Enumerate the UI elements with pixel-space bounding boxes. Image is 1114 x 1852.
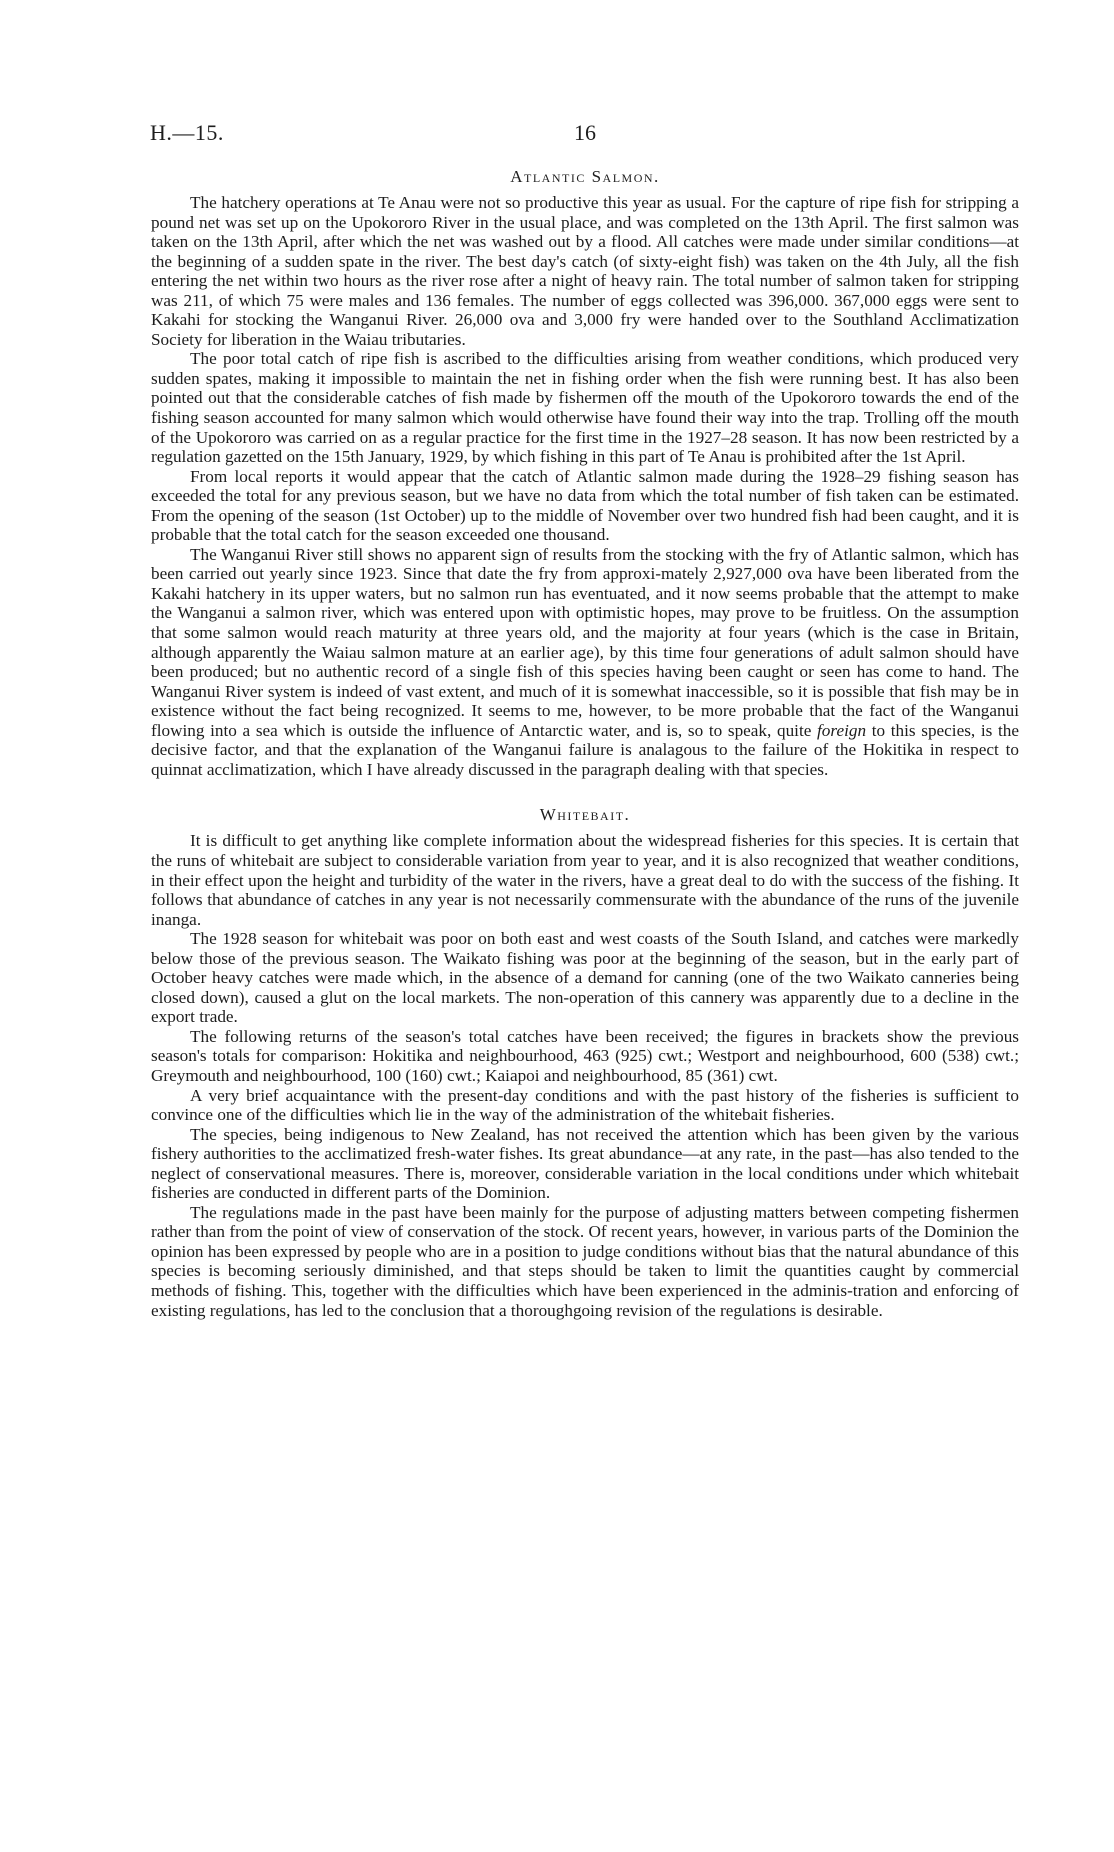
paragraph: The species, being indigenous to New Zealand, has not received the attention which has been given by the various fishery authorities to the acclimatized fresh-water fishes. Its great abundance—at any rate, in the past—has also tended to the neglect of conservational measures. There is, moreover, considerable variation in the local conditions under which whitebait fisheries are conducted in different parts of the Dominion. [151,1124,1019,1203]
paragraph: The hatchery operations at Te Anau were not so productive this year as usual. For the capture of ripe fish for stripping a pound net was set up on the Upokororo River in the usual place, and was completed on the 13th April. The first salmon was taken on the 13th April, after which the net was washed out by a flood. All catches were made under similar conditions—at the beginning of a sudden spate in the river. The best day's catch (of sixty-eight fish) was taken on the 4th July, all the fish entering the net within two hours as the river rose after a night of heavy rain. The total number of salmon taken for stripping was 211, of which 75 were males and 136 females. The number of eggs collected was 396,000. 367,000 eggs were sent to Kakahi for stocking the Wanganui River. 26,000 ova and 3,000 fry were handed over to the Southland Acclimatization Society for liberation in the Waiau tributaries. [151,193,1019,349]
emphasis-text: foreign [817,720,867,740]
paragraph: It is difficult to get anything like complete information about the widespread fisheries for this species. It is certain that the runs of whitebait are subject to considerable variation from year to year, and it is also recognized that weather conditions, in their effect upon the height and turbidity of the water in the rivers, have a great deal to do with the success of the fishing. It follows that abundance of catches in any year is not necessarily commensurate with the abundance of the runs of the juvenile inanga. [151,831,1019,929]
paragraph: The 1928 season for whitebait was poor on both east and west coasts of the South Island, and catches were markedly below those of the previous season. The Waikato fishing was poor at the beginning of the season, but in the early part of October heavy catches were made which, in the absence of a demand for canning (one of the two Waikato canneries being closed down), caused a glut on the local markets. The non-operation of this cannery was apparently due to a decline in the export trade. [151,929,1019,1027]
page-header [150,120,1020,150]
document-reference: H.—15. [150,120,224,145]
paragraph: A very brief acquaintance with the present-day conditions and with the past history of the fisheries is sufficient to convince one of the difficulties which lie in the way of the administration of the whitebait fisheries. [151,1085,1019,1125]
page-number: 16 [574,120,596,145]
paragraph-text: to this species, is the decisive factor, and that the explanation of the Wanganui failure is analagous to the failure of the Hokitika in respect to quinnat acclimatization, which I have already discussed in the paragraph dealing with that species. [151,720,1019,779]
paragraph: The following returns of the season's total catches have been received; the figures in brackets show the previous season's totals for comparison: Hokitika and neighbourhood, 463 (925) cwt.; Westport and neighbourhood, 600 (538) cwt.; Greymouth and neighbourhood, 100 (160) cwt.; Kaiapoi and neighbourhood, 85 (361) cwt. [151,1026,1019,1085]
paragraph [151,545,1019,780]
section-heading-atlantic-salmon: Atlantic Salmon. [510,167,660,186]
paragraph: The regulations made in the past have been mainly for the purpose of adjusting matters between competing fishermen rather than from the point of view of conservation of the stock. Of recent years, however, in various parts of the Dominion the opinion has been expressed by people who are in a position to judge conditions without bias that the natural abundance of this species is becoming seriously diminished, and that steps should be taken to limit the quantities caught by commercial methods of fishing. This, together with the difficulties which have been experienced in the adminis-tration and enforcing of existing regulations, has led to the conclusion that a thoroughgoing revision of the regulations is desirable. [151,1202,1019,1320]
section-heading-whitebait: Whitebait. [539,805,631,825]
paragraph-text: The Wanganui River still shows no apparent sign of results from the stocking with the fry of Atlantic salmon, which has been carried out yearly since 1923. Since that date the fry from approxi-mately 2,927,000 ova have been liberated from the Kakahi hatchery in its upper waters, but no salmon run has eventuated, and it now seems probable that the attempt to make the Wanganui a salmon river, which was entered upon with optimistic hopes, may prove to be fruitless. On the assumption that some salmon would reach maturity at three years old, and the majority at four years (which is the case in Britain, although apparently the Waiau salmon mature at an earlier age), by this time four generations of adult salmon should have been produced; but no authentic record of a single fish of this species having been caught or seen has come to hand. The Wanganui River system is indeed of vast extent, and much of it is somewhat inaccessible, so it is possible that fish may be in existence without the fact being recognized. It seems to me, however, to be more probable that the fact of the Wanganui flowing into a sea which is outside the influence of Antarctic water, and is, so to speak, quite [151,544,1019,740]
paragraph: From local reports it would appear that the catch of Atlantic salmon made during the 1928–29 fishing season has exceeded the total for any previous season, but we have no data from which the total number of fish taken can be estimated. From the opening of the season (1st October) up to the middle of November over two hundred fish had been caught, and it is probable that the total catch for the season exceeded one thousand. [151,466,1019,545]
paragraph: The poor total catch of ripe fish is ascribed to the difficulties arising from weather conditions, which produced very sudden spates, making it impossible to maintain the net in fishing order when the fish were running best. It has also been pointed out that the considerable catches of fish made by fishermen off the mouth of the Upokororo towards the end of the fishing season accounted for many salmon which would otherwise have found their way into the trap. Trolling off the mouth of the Upokororo was carried on as a regular practice for the first time in the 1927–28 season. It has now been restricted by a regulation gazetted on the 15th January, 1929, by which fishing in this part of Te Anau is prohibited after the 1st April. [151,349,1019,467]
page-body [151,167,1019,1320]
